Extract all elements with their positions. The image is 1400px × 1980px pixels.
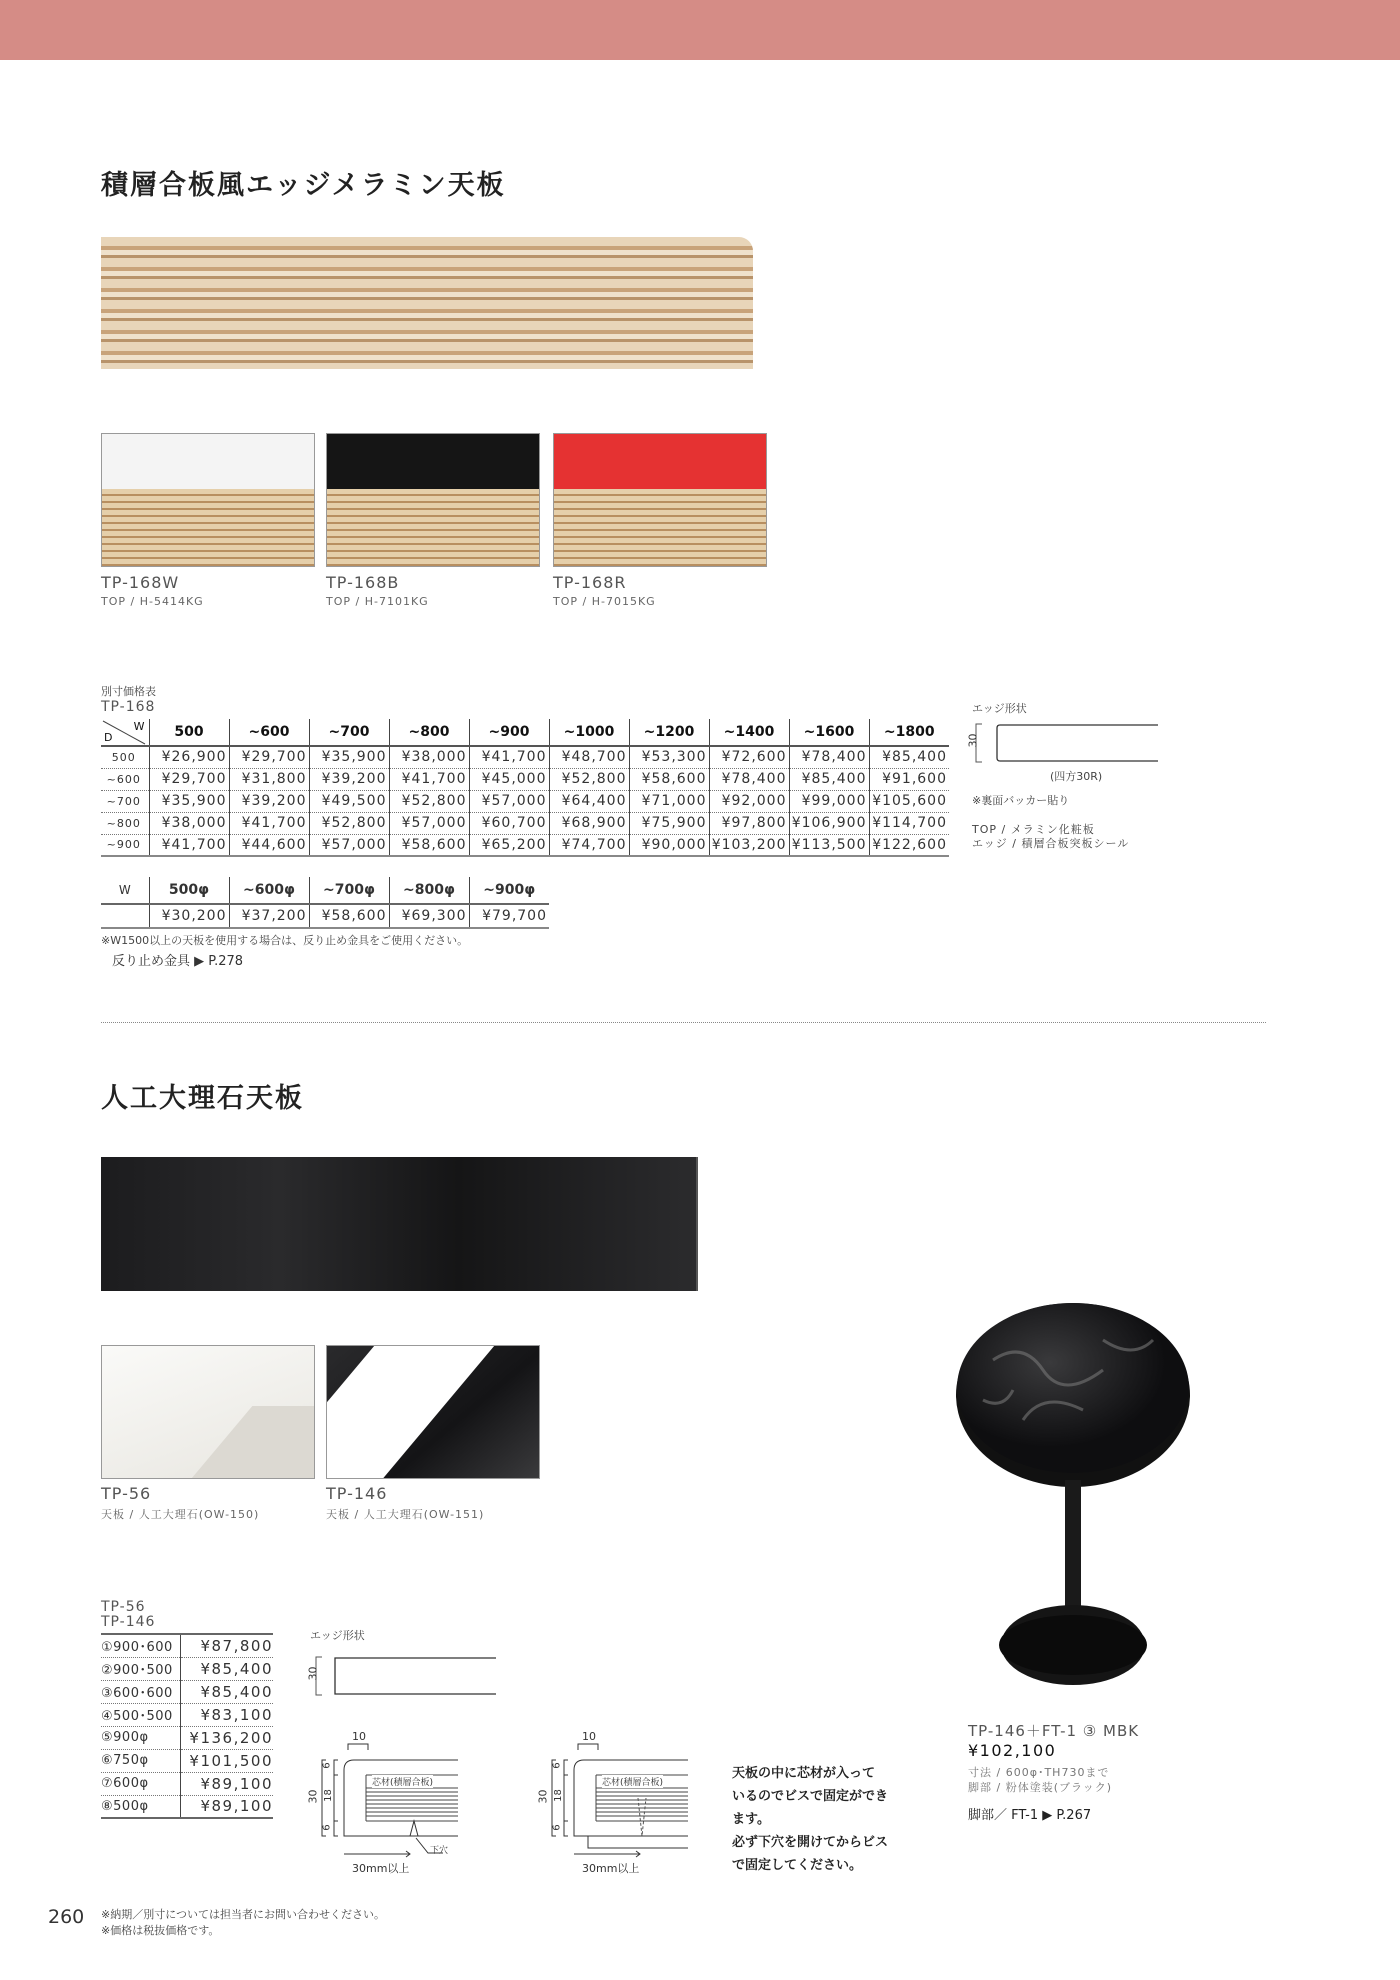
price-cell: ¥49,500 bbox=[309, 790, 389, 812]
swatch-code: TP-56 bbox=[101, 1484, 152, 1503]
column-header: ~600 bbox=[229, 719, 309, 746]
table-row bbox=[101, 768, 949, 790]
price-cell: ¥89,100 bbox=[181, 1772, 274, 1795]
edge-diagram-2 bbox=[306, 1655, 496, 1697]
corner-w: W bbox=[133, 720, 145, 733]
section-title-plywood: 積層合板風エッジメラミン天板 bbox=[101, 170, 506, 201]
body-text bbox=[732, 1762, 888, 1877]
swatch-spec: TOP / H-7101KG bbox=[326, 595, 429, 608]
swatch-spec: 天板 / 人工大理石(OW-151) bbox=[326, 1508, 485, 1521]
swatch-spec: 天板 / 人工大理石(OW-150) bbox=[101, 1508, 260, 1521]
edge-note: ※裏面バッカー貼り bbox=[972, 794, 1070, 807]
swatch-code: TP-168W bbox=[101, 573, 180, 592]
body-line: 天板の中に芯材が入って bbox=[732, 1766, 876, 1781]
price-cell: ¥52,800 bbox=[389, 790, 469, 812]
list-row bbox=[101, 1795, 273, 1818]
min-label: 30mm以上 bbox=[352, 1862, 410, 1875]
marble-edge-image bbox=[101, 1157, 698, 1291]
price-cell: ¥71,000 bbox=[629, 790, 709, 812]
dim-6: 6 bbox=[321, 1762, 333, 1769]
column-header: 500 bbox=[149, 719, 229, 746]
edge-title: エッジ形状 bbox=[310, 1629, 365, 1642]
swatch-tp168w bbox=[101, 433, 315, 567]
table-caption: 別寸価格表 bbox=[101, 685, 156, 698]
price-cell: ¥52,800 bbox=[549, 768, 629, 790]
price-cell: ¥48,700 bbox=[549, 746, 629, 768]
price-cell: ¥29,700 bbox=[229, 746, 309, 768]
price-cell: ¥39,200 bbox=[309, 768, 389, 790]
price-cell: ¥35,900 bbox=[149, 790, 229, 812]
table-row bbox=[101, 790, 949, 812]
price-cell: ¥69,300 bbox=[389, 904, 469, 928]
size-cell: ②900･500 bbox=[101, 1657, 181, 1680]
price-cell: ¥103,200 bbox=[709, 834, 789, 856]
price-cell: ¥83,100 bbox=[181, 1703, 274, 1726]
price-cell: ¥85,400 bbox=[789, 768, 869, 790]
dim-10: 10 bbox=[352, 1730, 366, 1743]
price-cell: ¥74,700 bbox=[549, 834, 629, 856]
dim-18: 18 bbox=[322, 1789, 334, 1802]
link-anti-warp[interactable] bbox=[112, 950, 243, 969]
price-cell: ¥136,200 bbox=[181, 1726, 274, 1749]
screw-diagram-1 bbox=[306, 1730, 458, 1878]
price-cell: ¥26,900 bbox=[149, 746, 229, 768]
column-header: ~800 bbox=[389, 719, 469, 746]
product-leg: 脚部 / 粉体塗装(ブラック) bbox=[968, 1781, 1113, 1794]
row-header: ~800 bbox=[101, 812, 149, 834]
marble-price-list bbox=[101, 1633, 273, 1819]
dim-6: 6 bbox=[551, 1824, 563, 1831]
swatch-tp168b bbox=[326, 433, 540, 567]
price-cell: ¥101,500 bbox=[181, 1749, 274, 1772]
dim-30: 30 bbox=[306, 1789, 320, 1804]
price-cell: ¥58,600 bbox=[309, 904, 389, 928]
price-cell: ¥57,000 bbox=[469, 790, 549, 812]
price-cell: ¥79,700 bbox=[469, 904, 549, 928]
dim-6: 6 bbox=[321, 1824, 333, 1831]
table-model: TP-168 bbox=[101, 699, 156, 715]
column-header: ~700 bbox=[309, 719, 389, 746]
price-cell: ¥41,700 bbox=[469, 746, 549, 768]
edge-radius: (四方30R) bbox=[1050, 770, 1103, 783]
swatch-spec: TOP / H-5414KG bbox=[101, 595, 204, 608]
column-header: ~700φ bbox=[309, 877, 389, 904]
price-cell: ¥30,200 bbox=[149, 904, 229, 928]
table-row bbox=[101, 746, 949, 768]
edge-diagram bbox=[966, 722, 1158, 764]
round-price-table bbox=[101, 877, 549, 929]
price-cell: ¥78,400 bbox=[709, 768, 789, 790]
price-cell: ¥97,800 bbox=[709, 812, 789, 834]
price-cell: ¥85,400 bbox=[181, 1680, 274, 1703]
price-table bbox=[101, 719, 949, 857]
list-row bbox=[101, 1772, 273, 1795]
section-divider bbox=[101, 1022, 1266, 1023]
hole-label: 下穴 bbox=[430, 1846, 449, 1856]
price-cell: ¥99,000 bbox=[789, 790, 869, 812]
column-header: ~1400 bbox=[709, 719, 789, 746]
column-header: ~900φ bbox=[469, 877, 549, 904]
swatch-code: TP-168R bbox=[553, 573, 627, 592]
list-row bbox=[101, 1680, 273, 1703]
price-cell: ¥105,600 bbox=[869, 790, 949, 812]
edge-dim: 30 bbox=[306, 1666, 320, 1681]
price-cell: ¥87,800 bbox=[181, 1634, 274, 1657]
swatch-code: TP-168B bbox=[326, 573, 400, 592]
column-header: ~1000 bbox=[549, 719, 629, 746]
dim-10: 10 bbox=[582, 1730, 596, 1743]
product-name: TP-146＋FT-1 ③ MBK bbox=[968, 1722, 1140, 1740]
price-cell: ¥44,600 bbox=[229, 834, 309, 856]
size-cell: ⑤900φ bbox=[101, 1726, 181, 1749]
body-line: 必ず下穴を開けてからビス bbox=[732, 1835, 889, 1850]
list-row bbox=[101, 1726, 273, 1749]
footer-note: ※納期／別寸については担当者にお問い合わせください。 bbox=[101, 1908, 385, 1921]
list-row bbox=[101, 1749, 273, 1772]
price-cell: ¥92,000 bbox=[709, 790, 789, 812]
row-header: ~900 bbox=[101, 834, 149, 856]
header-band bbox=[0, 0, 1400, 60]
edge-spec: エッジ / 積層合板突板シール bbox=[972, 837, 1130, 850]
price-cell: ¥57,000 bbox=[389, 812, 469, 834]
price-cell: ¥122,600 bbox=[869, 834, 949, 856]
price-cell: ¥41,700 bbox=[149, 834, 229, 856]
swatch-tp56 bbox=[101, 1345, 315, 1479]
price-cell: ¥78,400 bbox=[789, 746, 869, 768]
edge-dim: 30 bbox=[966, 733, 980, 748]
size-cell: ④500･500 bbox=[101, 1703, 181, 1726]
corner-d: D bbox=[104, 731, 113, 744]
column-header: ~1200 bbox=[629, 719, 709, 746]
price-cell: ¥106,900 bbox=[789, 812, 869, 834]
price-cell: ¥64,400 bbox=[549, 790, 629, 812]
price-cell: ¥60,700 bbox=[469, 812, 549, 834]
size-cell: ①900･600 bbox=[101, 1634, 181, 1657]
list-row bbox=[101, 1703, 273, 1726]
price-cell: ¥68,900 bbox=[549, 812, 629, 834]
swatch-tp168r bbox=[553, 433, 767, 567]
size-cell: ⑧500φ bbox=[101, 1795, 181, 1818]
leg-link[interactable]: 脚部／ FT-1 ▶ P.267 bbox=[968, 1808, 1092, 1823]
row-header: ~600 bbox=[101, 768, 149, 790]
swatch-code: TP-146 bbox=[326, 1484, 388, 1503]
column-header: ~1600 bbox=[789, 719, 869, 746]
note: ※W1500以上の天板を使用する場合は、反り止め金具をご使用ください。 bbox=[101, 934, 469, 947]
size-cell: ⑦600φ bbox=[101, 1772, 181, 1795]
page-number: 260 bbox=[48, 1906, 85, 1928]
price-cell: ¥31,800 bbox=[229, 768, 309, 790]
price-cell: ¥65,200 bbox=[469, 834, 549, 856]
price-cell: ¥58,600 bbox=[389, 834, 469, 856]
body-line: ます。 bbox=[732, 1812, 770, 1827]
dim-6: 6 bbox=[551, 1762, 563, 1769]
dim-30: 30 bbox=[536, 1789, 550, 1804]
edge-spec: TOP / メラミン化粧板 bbox=[972, 823, 1095, 836]
list-row bbox=[101, 1657, 273, 1680]
price-cell: ¥38,000 bbox=[149, 812, 229, 834]
size-cell: ③600･600 bbox=[101, 1680, 181, 1703]
price-cell: ¥91,600 bbox=[869, 768, 949, 790]
price-cell: ¥57,000 bbox=[309, 834, 389, 856]
column-header: ~1800 bbox=[869, 719, 949, 746]
min-label: 30mm以上 bbox=[582, 1862, 640, 1875]
list-model: TP-56 bbox=[101, 1599, 146, 1615]
table-row bbox=[101, 834, 949, 856]
section-title-marble: 人工大理石天板 bbox=[101, 1083, 304, 1114]
price-cell: ¥41,700 bbox=[389, 768, 469, 790]
price-cell: ¥72,600 bbox=[709, 746, 789, 768]
swatch-spec: TOP / H-7015KG bbox=[553, 595, 656, 608]
price-cell: ¥89,100 bbox=[181, 1795, 274, 1818]
plywood-edge-image bbox=[101, 237, 753, 369]
price-cell: ¥113,500 bbox=[789, 834, 869, 856]
row-header: 500 bbox=[101, 746, 149, 768]
price-cell: ¥45,000 bbox=[469, 768, 549, 790]
price-cell: ¥75,900 bbox=[629, 812, 709, 834]
price-cell: ¥90,000 bbox=[629, 834, 709, 856]
product-price: ¥102,100 bbox=[968, 1741, 1057, 1760]
price-cell: ¥114,700 bbox=[869, 812, 949, 834]
corner-cell bbox=[101, 719, 149, 746]
body-line: いるのでビスで固定ができ bbox=[732, 1789, 889, 1804]
round-label: W bbox=[101, 877, 149, 904]
price-cell: ¥39,200 bbox=[229, 790, 309, 812]
price-cell: ¥85,400 bbox=[181, 1657, 274, 1680]
core-label: 芯材(積層合板) bbox=[372, 1775, 433, 1788]
column-header: ~900 bbox=[469, 719, 549, 746]
size-cell: ⑥750φ bbox=[101, 1749, 181, 1772]
price-cell: ¥29,700 bbox=[149, 768, 229, 790]
price-cell: ¥35,900 bbox=[309, 746, 389, 768]
table-row bbox=[101, 812, 949, 834]
column-header: ~600φ bbox=[229, 877, 309, 904]
price-cell: ¥37,200 bbox=[229, 904, 309, 928]
price-cell: ¥41,700 bbox=[229, 812, 309, 834]
price-cell: ¥85,400 bbox=[869, 746, 949, 768]
column-header: 500φ bbox=[149, 877, 229, 904]
dim-18: 18 bbox=[552, 1789, 564, 1802]
link-page: ▶ P.278 bbox=[194, 954, 244, 969]
list-model: TP-146 bbox=[101, 1614, 156, 1630]
body-line: で固定してください。 bbox=[732, 1858, 863, 1873]
row-header: ~700 bbox=[101, 790, 149, 812]
price-cell: ¥38,000 bbox=[389, 746, 469, 768]
screw-diagram-2 bbox=[536, 1730, 688, 1878]
footer-note: ※価格は税抜価格です。 bbox=[101, 1924, 220, 1937]
edge-title: エッジ形状 bbox=[972, 702, 1027, 715]
round-table-photo bbox=[953, 1300, 1193, 1690]
price-cell: ¥58,600 bbox=[629, 768, 709, 790]
price-cell: ¥52,800 bbox=[309, 812, 389, 834]
link-label: 反り止め金具 bbox=[112, 954, 191, 969]
price-cell: ¥53,300 bbox=[629, 746, 709, 768]
swatch-tp146 bbox=[326, 1345, 540, 1479]
core-label: 芯材(積層合板) bbox=[602, 1775, 663, 1788]
list-row bbox=[101, 1634, 273, 1657]
column-header: ~800φ bbox=[389, 877, 469, 904]
product-size: 寸法 / 600φ･TH730まで bbox=[968, 1766, 1110, 1779]
